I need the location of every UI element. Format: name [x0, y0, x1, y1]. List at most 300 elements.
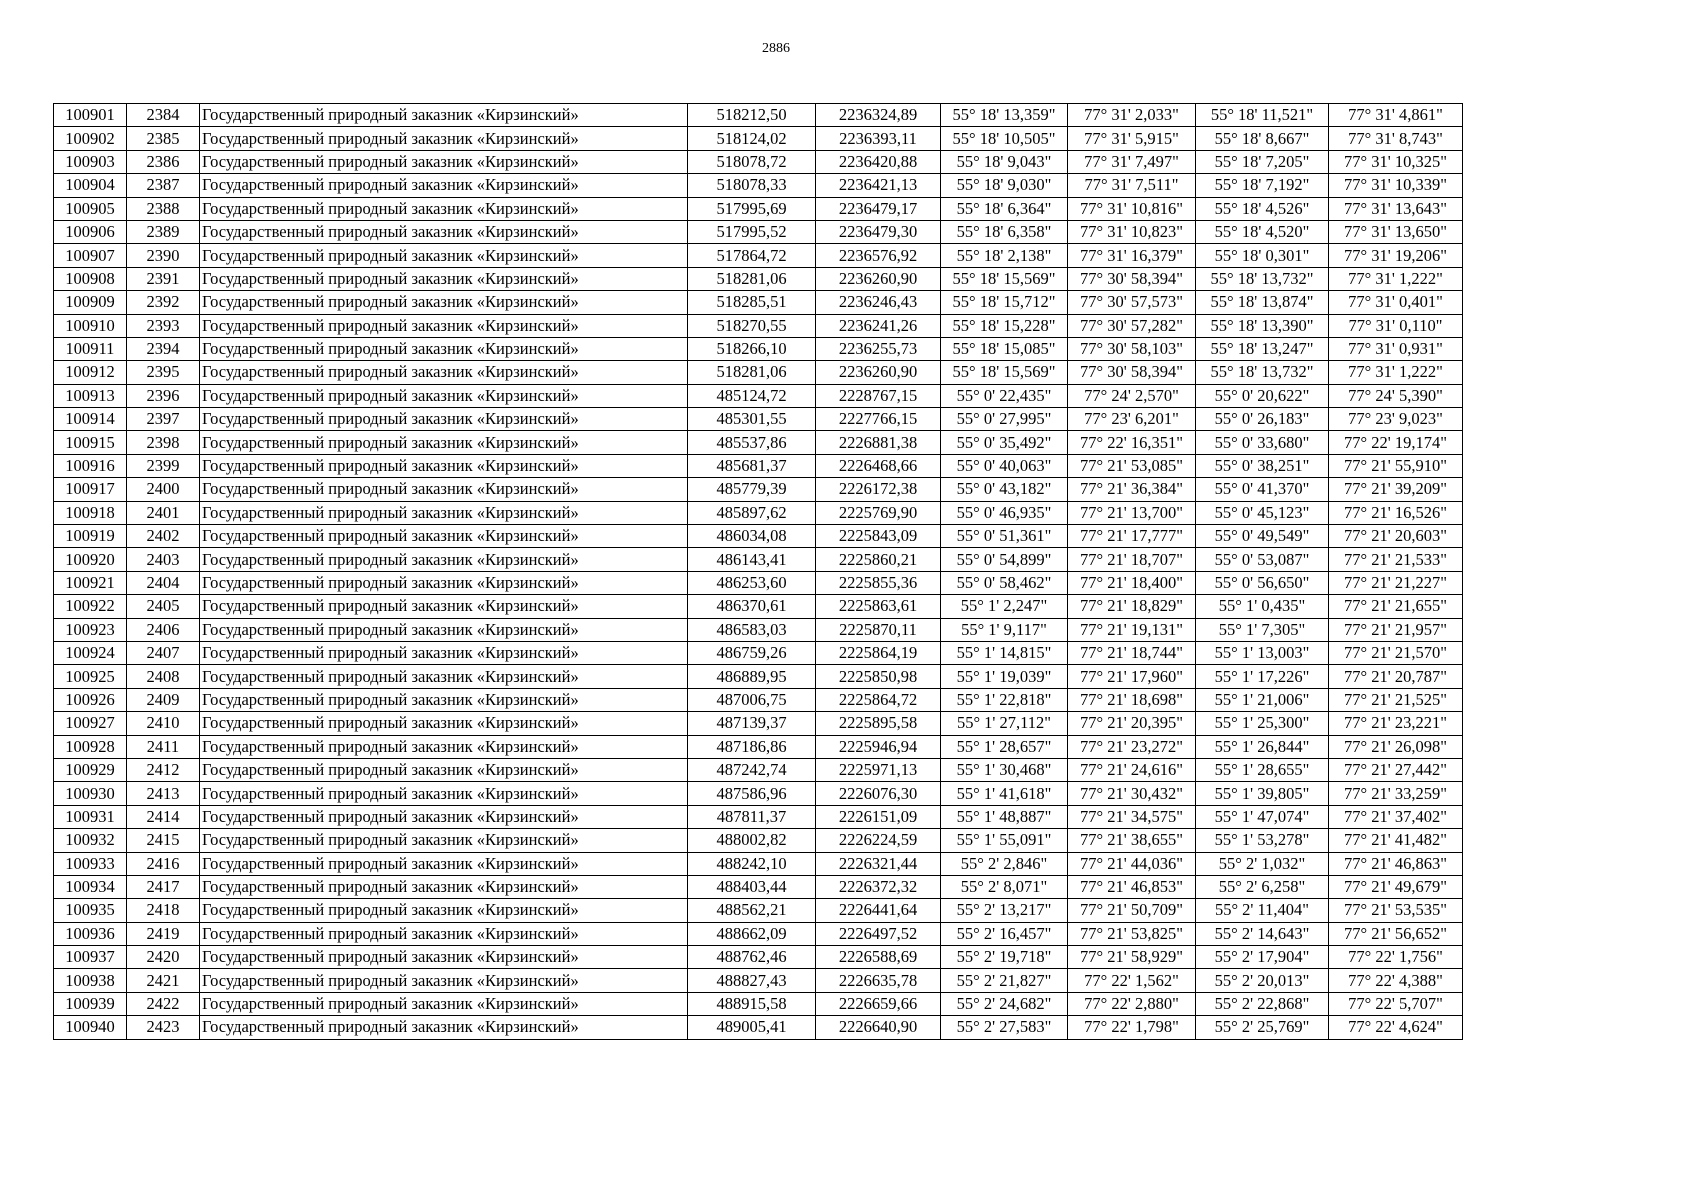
row-number-cell: 100932 — [54, 829, 127, 852]
table-row — [54, 548, 1463, 571]
latitude-1-cell: 55° 18' 10,505" — [941, 127, 1068, 150]
longitude-2-cell: 77° 31' 13,650" — [1329, 220, 1463, 243]
latitude-1-cell: 55° 18' 15,569" — [941, 267, 1068, 290]
point-number-cell: 2400 — [127, 478, 200, 501]
point-number-cell: 2411 — [127, 735, 200, 758]
coord-x-cell: 488915,58 — [688, 992, 816, 1015]
coord-x-cell: 517995,52 — [688, 220, 816, 243]
longitude-1-cell: 77° 31' 16,379" — [1068, 244, 1196, 267]
latitude-1-cell: 55° 2' 2,846" — [941, 852, 1068, 875]
latitude-2-cell: 55° 1' 21,006" — [1196, 688, 1329, 711]
latitude-1-cell: 55° 1' 27,112" — [941, 712, 1068, 735]
coord-x-cell: 487006,75 — [688, 688, 816, 711]
latitude-1-cell: 55° 2' 21,827" — [941, 969, 1068, 992]
coord-x-cell: 488002,82 — [688, 829, 816, 852]
coord-x-cell: 518078,33 — [688, 174, 816, 197]
coord-y-cell: 2225863,61 — [816, 595, 941, 618]
row-number-cell: 100930 — [54, 782, 127, 805]
latitude-2-cell: 55° 1' 39,805" — [1196, 782, 1329, 805]
object-name-cell: Государственный природный заказник «Кирзинский» — [200, 150, 688, 173]
row-number-cell: 100915 — [54, 431, 127, 454]
coord-x-cell: 518212,50 — [688, 104, 816, 127]
latitude-1-cell: 55° 2' 19,718" — [941, 946, 1068, 969]
row-number-cell: 100918 — [54, 501, 127, 524]
latitude-2-cell: 55° 2' 17,904" — [1196, 946, 1329, 969]
coord-x-cell: 485681,37 — [688, 454, 816, 477]
longitude-2-cell: 77° 31' 8,743" — [1329, 127, 1463, 150]
object-name-cell: Государственный природный заказник «Кирзинский» — [200, 922, 688, 945]
point-number-cell: 2392 — [127, 291, 200, 314]
longitude-1-cell: 77° 30' 58,103" — [1068, 337, 1196, 360]
latitude-2-cell: 55° 0' 56,650" — [1196, 571, 1329, 594]
coord-y-cell: 2226881,38 — [816, 431, 941, 454]
latitude-1-cell: 55° 1' 14,815" — [941, 641, 1068, 664]
table-row — [54, 384, 1463, 407]
table-row — [54, 969, 1463, 992]
latitude-1-cell: 55° 2' 13,217" — [941, 899, 1068, 922]
longitude-2-cell: 77° 21' 21,533" — [1329, 548, 1463, 571]
coord-y-cell: 2225870,11 — [816, 618, 941, 641]
page-number: 2886 — [762, 41, 790, 56]
row-number-cell: 100936 — [54, 922, 127, 945]
longitude-2-cell: 77° 22' 1,756" — [1329, 946, 1463, 969]
coord-x-cell: 487242,74 — [688, 758, 816, 781]
coord-x-cell: 487811,37 — [688, 805, 816, 828]
object-name-cell: Государственный природный заказник «Кирзинский» — [200, 220, 688, 243]
table-row — [54, 922, 1463, 945]
latitude-1-cell: 55° 1' 2,247" — [941, 595, 1068, 618]
longitude-1-cell: 77° 21' 50,709" — [1068, 899, 1196, 922]
latitude-2-cell: 55° 18' 13,732" — [1196, 361, 1329, 384]
coord-x-cell: 486759,26 — [688, 641, 816, 664]
latitude-2-cell: 55° 0' 41,370" — [1196, 478, 1329, 501]
longitude-2-cell: 77° 21' 41,482" — [1329, 829, 1463, 852]
object-name-cell: Государственный природный заказник «Кирзинский» — [200, 408, 688, 431]
latitude-1-cell: 55° 18' 15,712" — [941, 291, 1068, 314]
object-name-cell: Государственный природный заказник «Кирзинский» — [200, 571, 688, 594]
coord-x-cell: 488562,21 — [688, 899, 816, 922]
row-number-cell: 100901 — [54, 104, 127, 127]
latitude-2-cell: 55° 2' 20,013" — [1196, 969, 1329, 992]
coord-y-cell: 2236246,43 — [816, 291, 941, 314]
row-number-cell: 100934 — [54, 875, 127, 898]
object-name-cell: Государственный природный заказник «Кирзинский» — [200, 969, 688, 992]
point-number-cell: 2396 — [127, 384, 200, 407]
longitude-2-cell: 77° 31' 19,206" — [1329, 244, 1463, 267]
longitude-2-cell: 77° 23' 9,023" — [1329, 408, 1463, 431]
longitude-2-cell: 77° 22' 19,174" — [1329, 431, 1463, 454]
row-number-cell: 100937 — [54, 946, 127, 969]
table-row — [54, 291, 1463, 314]
point-number-cell: 2422 — [127, 992, 200, 1015]
table-row — [54, 408, 1463, 431]
latitude-2-cell: 55° 18' 4,520" — [1196, 220, 1329, 243]
coord-x-cell: 486034,08 — [688, 525, 816, 548]
table-row — [54, 104, 1463, 127]
longitude-2-cell: 77° 21' 21,227" — [1329, 571, 1463, 594]
longitude-2-cell: 77° 21' 21,525" — [1329, 688, 1463, 711]
table-row — [54, 361, 1463, 384]
row-number-cell: 100911 — [54, 337, 127, 360]
latitude-1-cell: 55° 18' 15,228" — [941, 314, 1068, 337]
object-name-cell: Государственный природный заказник «Кирзинский» — [200, 478, 688, 501]
longitude-1-cell: 77° 31' 10,823" — [1068, 220, 1196, 243]
longitude-2-cell: 77° 31' 10,339" — [1329, 174, 1463, 197]
latitude-1-cell: 55° 0' 58,462" — [941, 571, 1068, 594]
latitude-1-cell: 55° 0' 27,995" — [941, 408, 1068, 431]
point-number-cell: 2423 — [127, 1016, 200, 1039]
coord-y-cell: 2236393,11 — [816, 127, 941, 150]
row-number-cell: 100908 — [54, 267, 127, 290]
longitude-2-cell: 77° 21' 21,570" — [1329, 641, 1463, 664]
row-number-cell: 100925 — [54, 665, 127, 688]
table-row — [54, 174, 1463, 197]
object-name-cell: Государственный природный заказник «Кирзинский» — [200, 665, 688, 688]
point-number-cell: 2418 — [127, 899, 200, 922]
point-number-cell: 2405 — [127, 595, 200, 618]
point-number-cell: 2421 — [127, 969, 200, 992]
object-name-cell: Государственный природный заказник «Кирзинский» — [200, 104, 688, 127]
point-number-cell: 2389 — [127, 220, 200, 243]
coord-x-cell: 485124,72 — [688, 384, 816, 407]
coord-y-cell: 2225946,94 — [816, 735, 941, 758]
coord-x-cell: 487139,37 — [688, 712, 816, 735]
row-number-cell: 100913 — [54, 384, 127, 407]
latitude-2-cell: 55° 0' 49,549" — [1196, 525, 1329, 548]
table-row — [54, 875, 1463, 898]
coord-x-cell: 487186,86 — [688, 735, 816, 758]
coord-x-cell: 518281,06 — [688, 361, 816, 384]
object-name-cell: Государственный природный заказник «Кирзинский» — [200, 525, 688, 548]
table-row — [54, 525, 1463, 548]
object-name-cell: Государственный природный заказник «Кирзинский» — [200, 1016, 688, 1039]
latitude-1-cell: 55° 1' 9,117" — [941, 618, 1068, 641]
table-row — [54, 595, 1463, 618]
coord-x-cell: 518124,02 — [688, 127, 816, 150]
row-number-cell: 100906 — [54, 220, 127, 243]
longitude-1-cell: 77° 21' 18,698" — [1068, 688, 1196, 711]
longitude-1-cell: 77° 21' 17,960" — [1068, 665, 1196, 688]
longitude-1-cell: 77° 30' 57,282" — [1068, 314, 1196, 337]
object-name-cell: Государственный природный заказник «Кирзинский» — [200, 875, 688, 898]
coord-x-cell: 518078,72 — [688, 150, 816, 173]
point-number-cell: 2406 — [127, 618, 200, 641]
object-name-cell: Государственный природный заказник «Кирзинский» — [200, 431, 688, 454]
point-number-cell: 2407 — [127, 641, 200, 664]
table-row — [54, 946, 1463, 969]
table-row — [54, 852, 1463, 875]
longitude-1-cell: 77° 21' 30,432" — [1068, 782, 1196, 805]
latitude-2-cell: 55° 1' 7,305" — [1196, 618, 1329, 641]
coord-y-cell: 2225855,36 — [816, 571, 941, 594]
latitude-2-cell: 55° 2' 6,258" — [1196, 875, 1329, 898]
coord-y-cell: 2226640,90 — [816, 1016, 941, 1039]
latitude-1-cell: 55° 18' 9,030" — [941, 174, 1068, 197]
longitude-1-cell: 77° 21' 18,744" — [1068, 641, 1196, 664]
latitude-1-cell: 55° 18' 13,359" — [941, 104, 1068, 127]
table-row — [54, 712, 1463, 735]
longitude-2-cell: 77° 21' 37,402" — [1329, 805, 1463, 828]
point-number-cell: 2398 — [127, 431, 200, 454]
longitude-2-cell: 77° 21' 33,259" — [1329, 782, 1463, 805]
coord-y-cell: 2225971,13 — [816, 758, 941, 781]
longitude-2-cell: 77° 21' 20,603" — [1329, 525, 1463, 548]
point-number-cell: 2401 — [127, 501, 200, 524]
row-number-cell: 100912 — [54, 361, 127, 384]
longitude-2-cell: 77° 31' 0,110" — [1329, 314, 1463, 337]
row-number-cell: 100905 — [54, 197, 127, 220]
object-name-cell: Государственный природный заказник «Кирзинский» — [200, 899, 688, 922]
coord-y-cell: 2236420,88 — [816, 150, 941, 173]
latitude-1-cell: 55° 2' 16,457" — [941, 922, 1068, 945]
latitude-2-cell: 55° 2' 11,404" — [1196, 899, 1329, 922]
row-number-cell: 100910 — [54, 314, 127, 337]
latitude-2-cell: 55° 1' 13,003" — [1196, 641, 1329, 664]
table-row — [54, 899, 1463, 922]
latitude-2-cell: 55° 18' 0,301" — [1196, 244, 1329, 267]
longitude-1-cell: 77° 21' 18,400" — [1068, 571, 1196, 594]
latitude-2-cell: 55° 0' 20,622" — [1196, 384, 1329, 407]
object-name-cell: Государственный природный заказник «Кирзинский» — [200, 501, 688, 524]
latitude-2-cell: 55° 18' 11,521" — [1196, 104, 1329, 127]
coord-x-cell: 488242,10 — [688, 852, 816, 875]
row-number-cell: 100923 — [54, 618, 127, 641]
table-row — [54, 829, 1463, 852]
latitude-2-cell: 55° 18' 13,732" — [1196, 267, 1329, 290]
latitude-1-cell: 55° 0' 35,492" — [941, 431, 1068, 454]
coord-x-cell: 488827,43 — [688, 969, 816, 992]
longitude-2-cell: 77° 21' 46,863" — [1329, 852, 1463, 875]
coord-y-cell: 2226497,52 — [816, 922, 941, 945]
longitude-2-cell: 77° 31' 13,643" — [1329, 197, 1463, 220]
object-name-cell: Государственный природный заказник «Кирзинский» — [200, 197, 688, 220]
latitude-1-cell: 55° 0' 51,361" — [941, 525, 1068, 548]
object-name-cell: Государственный природный заказник «Кирзинский» — [200, 641, 688, 664]
longitude-1-cell: 77° 21' 44,036" — [1068, 852, 1196, 875]
longitude-2-cell: 77° 21' 16,526" — [1329, 501, 1463, 524]
longitude-2-cell: 77° 21' 56,652" — [1329, 922, 1463, 945]
latitude-1-cell: 55° 1' 19,039" — [941, 665, 1068, 688]
longitude-1-cell: 77° 31' 7,511" — [1068, 174, 1196, 197]
point-number-cell: 2386 — [127, 150, 200, 173]
longitude-1-cell: 77° 30' 57,573" — [1068, 291, 1196, 314]
row-number-cell: 100914 — [54, 408, 127, 431]
coord-x-cell: 486583,03 — [688, 618, 816, 641]
coord-x-cell: 517864,72 — [688, 244, 816, 267]
object-name-cell: Государственный природный заказник «Кирзинский» — [200, 595, 688, 618]
object-name-cell: Государственный природный заказник «Кирзинский» — [200, 174, 688, 197]
point-number-cell: 2416 — [127, 852, 200, 875]
longitude-1-cell: 77° 21' 18,707" — [1068, 548, 1196, 571]
object-name-cell: Государственный природный заказник «Кирзинский» — [200, 712, 688, 735]
coord-y-cell: 2226588,69 — [816, 946, 941, 969]
latitude-2-cell: 55° 0' 53,087" — [1196, 548, 1329, 571]
longitude-1-cell: 77° 24' 2,570" — [1068, 384, 1196, 407]
longitude-2-cell: 77° 21' 26,098" — [1329, 735, 1463, 758]
latitude-2-cell: 55° 1' 0,435" — [1196, 595, 1329, 618]
table-row — [54, 805, 1463, 828]
table-row — [54, 758, 1463, 781]
longitude-1-cell: 77° 21' 13,700" — [1068, 501, 1196, 524]
point-number-cell: 2394 — [127, 337, 200, 360]
object-name-cell: Государственный природный заказник «Кирзинский» — [200, 384, 688, 407]
latitude-2-cell: 55° 1' 17,226" — [1196, 665, 1329, 688]
point-number-cell: 2384 — [127, 104, 200, 127]
object-name-cell: Государственный природный заказник «Кирзинский» — [200, 758, 688, 781]
coord-x-cell: 485537,86 — [688, 431, 816, 454]
object-name-cell: Государственный природный заказник «Кирзинский» — [200, 805, 688, 828]
point-number-cell: 2387 — [127, 174, 200, 197]
latitude-1-cell: 55° 1' 48,887" — [941, 805, 1068, 828]
longitude-1-cell: 77° 21' 19,131" — [1068, 618, 1196, 641]
row-number-cell: 100922 — [54, 595, 127, 618]
row-number-cell: 100907 — [54, 244, 127, 267]
row-number-cell: 100929 — [54, 758, 127, 781]
latitude-2-cell: 55° 0' 45,123" — [1196, 501, 1329, 524]
point-number-cell: 2390 — [127, 244, 200, 267]
latitude-2-cell: 55° 18' 13,874" — [1196, 291, 1329, 314]
longitude-1-cell: 77° 31' 5,915" — [1068, 127, 1196, 150]
latitude-2-cell: 55° 18' 13,247" — [1196, 337, 1329, 360]
longitude-2-cell: 77° 22' 4,388" — [1329, 969, 1463, 992]
longitude-2-cell: 77° 21' 23,221" — [1329, 712, 1463, 735]
coord-y-cell: 2225850,98 — [816, 665, 941, 688]
longitude-1-cell: 77° 31' 7,497" — [1068, 150, 1196, 173]
table-row — [54, 244, 1463, 267]
longitude-2-cell: 77° 31' 10,325" — [1329, 150, 1463, 173]
object-name-cell: Государственный природный заказник «Кирзинский» — [200, 267, 688, 290]
row-number-cell: 100909 — [54, 291, 127, 314]
object-name-cell: Государственный природный заказник «Кирзинский» — [200, 852, 688, 875]
latitude-2-cell: 55° 1' 28,655" — [1196, 758, 1329, 781]
longitude-1-cell: 77° 21' 17,777" — [1068, 525, 1196, 548]
row-number-cell: 100902 — [54, 127, 127, 150]
latitude-1-cell: 55° 0' 54,899" — [941, 548, 1068, 571]
longitude-1-cell: 77° 22' 1,798" — [1068, 1016, 1196, 1039]
latitude-2-cell: 55° 18' 7,205" — [1196, 150, 1329, 173]
latitude-1-cell: 55° 0' 22,435" — [941, 384, 1068, 407]
table-row — [54, 618, 1463, 641]
longitude-2-cell: 77° 21' 21,655" — [1329, 595, 1463, 618]
longitude-2-cell: 77° 21' 20,787" — [1329, 665, 1463, 688]
table-row — [54, 688, 1463, 711]
latitude-1-cell: 55° 18' 6,364" — [941, 197, 1068, 220]
coord-x-cell: 488662,09 — [688, 922, 816, 945]
object-name-cell: Государственный природный заказник «Кирзинский» — [200, 244, 688, 267]
longitude-2-cell: 77° 31' 0,931" — [1329, 337, 1463, 360]
longitude-1-cell: 77° 21' 53,085" — [1068, 454, 1196, 477]
point-number-cell: 2391 — [127, 267, 200, 290]
coord-y-cell: 2225895,58 — [816, 712, 941, 735]
table-body — [54, 104, 1463, 1040]
coord-x-cell: 486253,60 — [688, 571, 816, 594]
object-name-cell: Государственный природный заказник «Кирзинский» — [200, 735, 688, 758]
object-name-cell: Государственный природный заказник «Кирзинский» — [200, 992, 688, 1015]
object-name-cell: Государственный природный заказник «Кирзинский» — [200, 618, 688, 641]
longitude-1-cell: 77° 21' 18,829" — [1068, 595, 1196, 618]
table-row — [54, 992, 1463, 1015]
longitude-2-cell: 77° 21' 53,535" — [1329, 899, 1463, 922]
latitude-1-cell: 55° 1' 55,091" — [941, 829, 1068, 852]
longitude-1-cell: 77° 21' 36,384" — [1068, 478, 1196, 501]
row-number-cell: 100933 — [54, 852, 127, 875]
table-row — [54, 735, 1463, 758]
point-number-cell: 2414 — [127, 805, 200, 828]
point-number-cell: 2413 — [127, 782, 200, 805]
coord-y-cell: 2225860,21 — [816, 548, 941, 571]
coord-x-cell: 485897,62 — [688, 501, 816, 524]
coord-y-cell: 2226076,30 — [816, 782, 941, 805]
longitude-2-cell: 77° 21' 21,957" — [1329, 618, 1463, 641]
row-number-cell: 100920 — [54, 548, 127, 571]
coord-y-cell: 2226372,32 — [816, 875, 941, 898]
coord-y-cell: 2236479,17 — [816, 197, 941, 220]
point-number-cell: 2395 — [127, 361, 200, 384]
latitude-1-cell: 55° 18' 15,569" — [941, 361, 1068, 384]
point-number-cell: 2410 — [127, 712, 200, 735]
row-number-cell: 100916 — [54, 454, 127, 477]
table-row — [54, 665, 1463, 688]
coord-y-cell: 2236241,26 — [816, 314, 941, 337]
longitude-1-cell: 77° 21' 46,853" — [1068, 875, 1196, 898]
point-number-cell: 2420 — [127, 946, 200, 969]
object-name-cell: Государственный природный заказник «Кирзинский» — [200, 361, 688, 384]
longitude-1-cell: 77° 22' 16,351" — [1068, 431, 1196, 454]
coord-y-cell: 2236260,90 — [816, 361, 941, 384]
latitude-2-cell: 55° 0' 33,680" — [1196, 431, 1329, 454]
longitude-1-cell: 77° 22' 1,562" — [1068, 969, 1196, 992]
row-number-cell: 100939 — [54, 992, 127, 1015]
row-number-cell: 100924 — [54, 641, 127, 664]
row-number-cell: 100917 — [54, 478, 127, 501]
coord-y-cell: 2225864,19 — [816, 641, 941, 664]
longitude-2-cell: 77° 31' 4,861" — [1329, 104, 1463, 127]
object-name-cell: Государственный природный заказник «Кирзинский» — [200, 548, 688, 571]
latitude-1-cell: 55° 1' 30,468" — [941, 758, 1068, 781]
point-number-cell: 2412 — [127, 758, 200, 781]
table-row — [54, 220, 1463, 243]
object-name-cell: Государственный природный заказник «Кирзинский» — [200, 337, 688, 360]
point-number-cell: 2385 — [127, 127, 200, 150]
longitude-2-cell: 77° 22' 4,624" — [1329, 1016, 1463, 1039]
coord-y-cell: 2226468,66 — [816, 454, 941, 477]
point-number-cell: 2399 — [127, 454, 200, 477]
latitude-2-cell: 55° 1' 47,074" — [1196, 805, 1329, 828]
coord-y-cell: 2226172,38 — [816, 478, 941, 501]
longitude-1-cell: 77° 30' 58,394" — [1068, 267, 1196, 290]
table-row — [54, 501, 1463, 524]
latitude-1-cell: 55° 2' 27,583" — [941, 1016, 1068, 1039]
coord-y-cell: 2225843,09 — [816, 525, 941, 548]
latitude-2-cell: 55° 0' 38,251" — [1196, 454, 1329, 477]
coord-x-cell: 486889,95 — [688, 665, 816, 688]
table-row — [54, 782, 1463, 805]
latitude-2-cell: 55° 18' 13,390" — [1196, 314, 1329, 337]
latitude-2-cell: 55° 1' 25,300" — [1196, 712, 1329, 735]
row-number-cell: 100921 — [54, 571, 127, 594]
longitude-1-cell: 77° 21' 23,272" — [1068, 735, 1196, 758]
table-row — [54, 571, 1463, 594]
coord-x-cell: 488762,46 — [688, 946, 816, 969]
coord-y-cell: 2226151,09 — [816, 805, 941, 828]
coord-y-cell: 2226321,44 — [816, 852, 941, 875]
longitude-2-cell: 77° 21' 55,910" — [1329, 454, 1463, 477]
object-name-cell: Государственный природный заказник «Кирзинский» — [200, 314, 688, 337]
longitude-2-cell: 77° 22' 5,707" — [1329, 992, 1463, 1015]
latitude-1-cell: 55° 18' 2,138" — [941, 244, 1068, 267]
latitude-1-cell: 55° 0' 40,063" — [941, 454, 1068, 477]
longitude-2-cell: 77° 21' 39,209" — [1329, 478, 1463, 501]
